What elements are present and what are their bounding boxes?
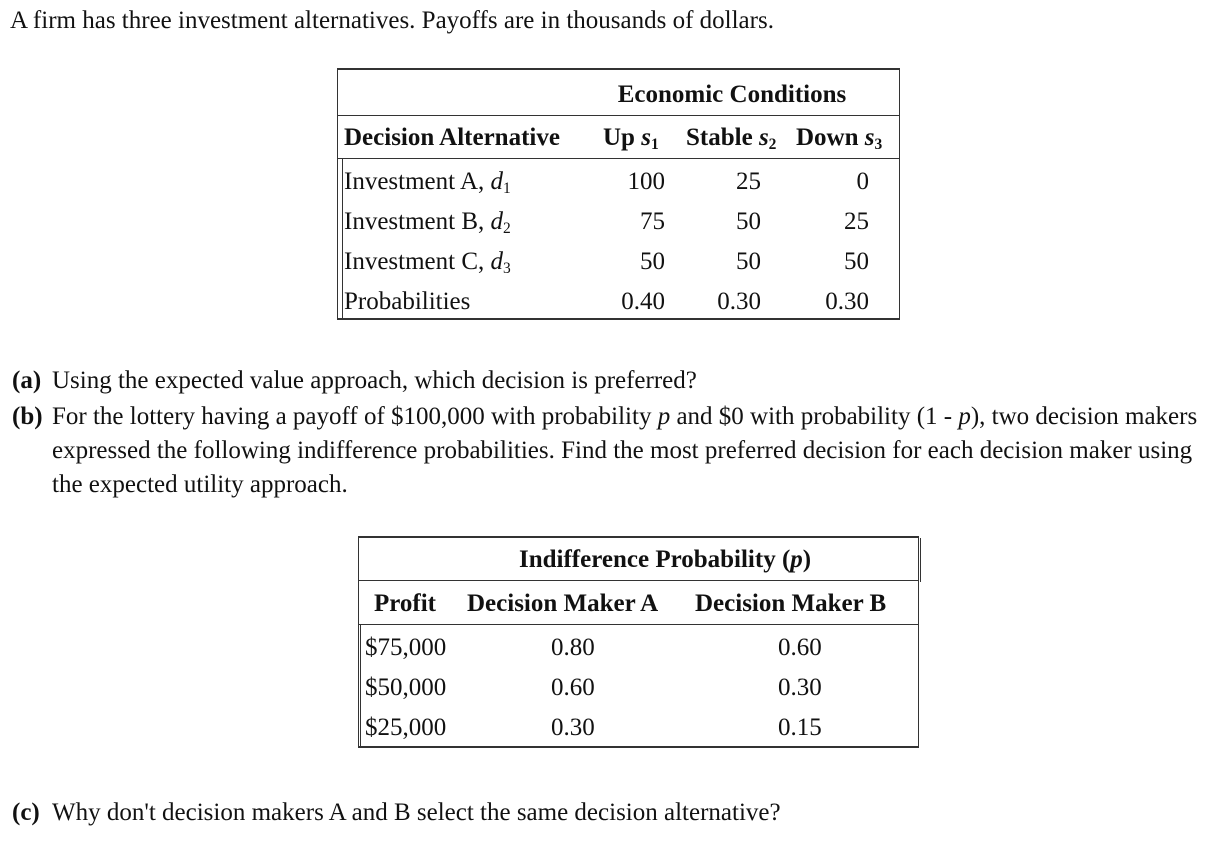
down-value: 0.30 [825, 288, 869, 315]
question-b-text: For the lottery having a payoff of $100,000 with probability p and $0 with probability (1 - p), two decision makers expressed the following indifference probabilities. Find the most preferred decision for each decision maker using the expected utility approach. [52, 403, 1198, 498]
up-value: 0.40 [621, 288, 665, 315]
decision-maker-a-header: Decision Maker A [467, 590, 659, 617]
row-label: Investment C, $d_3$ [344, 248, 511, 277]
up-state: s [641, 124, 651, 151]
down-value: 50 [844, 248, 869, 275]
table1-row [338, 242, 899, 282]
table1-divider-header [338, 158, 899, 159]
down-header [796, 118, 882, 158]
stable-value: 50 [736, 248, 761, 275]
decision-maker-a-value: 0.80 [551, 634, 595, 661]
question-c-label: (c) [12, 799, 40, 826]
up-header [603, 118, 659, 158]
row-label: Investment B, $d_2$ [344, 208, 511, 237]
indifference-probability-header: Indifference Probability (p) [519, 546, 812, 573]
decision-maker-b-value: 0.30 [778, 674, 822, 701]
down-state: s [864, 124, 875, 151]
profit-value: $50,000 [365, 674, 447, 701]
question-a-label: (a) [12, 367, 42, 394]
question-a-text: Using the expected value approach, which decision is preferred? [52, 367, 697, 394]
stable-state: s [758, 124, 769, 151]
table2-divider-top [359, 580, 918, 581]
profit-value: $75,000 [365, 634, 447, 661]
economic-conditions-header: Economic Conditions [617, 81, 847, 108]
stable-header [686, 118, 776, 158]
question-c-text: Why don't decision makers A and B select the same decision alternative? [52, 799, 781, 826]
row-label: Investment A, $d_1$ [344, 168, 511, 197]
table1-row [338, 202, 899, 242]
table1-row [338, 282, 899, 322]
stable-value: 50 [736, 208, 761, 235]
table2-divider-header [359, 624, 918, 625]
decision-maker-b-value: 0.60 [778, 634, 822, 661]
up-value: 50 [640, 248, 665, 275]
down-value: 0 [856, 168, 869, 195]
intro-text: A firm has three investment alternatives. Payoffs are in thousands of dollars. [10, 7, 774, 34]
stable-value: 25 [736, 168, 761, 195]
table2-left-rule [360, 625, 361, 746]
question-b [12, 400, 1212, 502]
decision-maker-a-value: 0.60 [551, 674, 595, 701]
up-sub: 1 [650, 135, 659, 153]
table1-right-rule [899, 115, 900, 318]
decision-maker-b-value: 0.15 [778, 714, 822, 741]
question-a [12, 364, 697, 398]
table1-divider-top [338, 115, 899, 116]
row-label: Probabilities [344, 288, 471, 315]
decision-alternative-header: Decision Alternative [344, 124, 560, 151]
table1-row [338, 162, 899, 202]
down-value: 25 [844, 208, 869, 235]
table2-top-right-rule [920, 538, 921, 582]
question-c [12, 796, 781, 830]
question-b-label: (b) [12, 403, 43, 430]
up-value: 100 [627, 168, 665, 195]
stable-label: Stable [686, 124, 753, 151]
indifference-table [358, 536, 919, 748]
payoff-table [337, 68, 900, 320]
up-value: 75 [640, 208, 665, 235]
profit-value: $25,000 [365, 714, 447, 741]
stable-sub: 2 [768, 135, 777, 153]
profit-header: Profit [374, 590, 437, 617]
stable-value: 0.30 [717, 288, 761, 315]
decision-maker-a-value: 0.30 [551, 714, 595, 741]
down-label: Down [796, 124, 859, 151]
decision-maker-b-header: Decision Maker B [695, 590, 887, 617]
up-label: Up [603, 124, 635, 151]
down-sub: 3 [874, 135, 883, 153]
